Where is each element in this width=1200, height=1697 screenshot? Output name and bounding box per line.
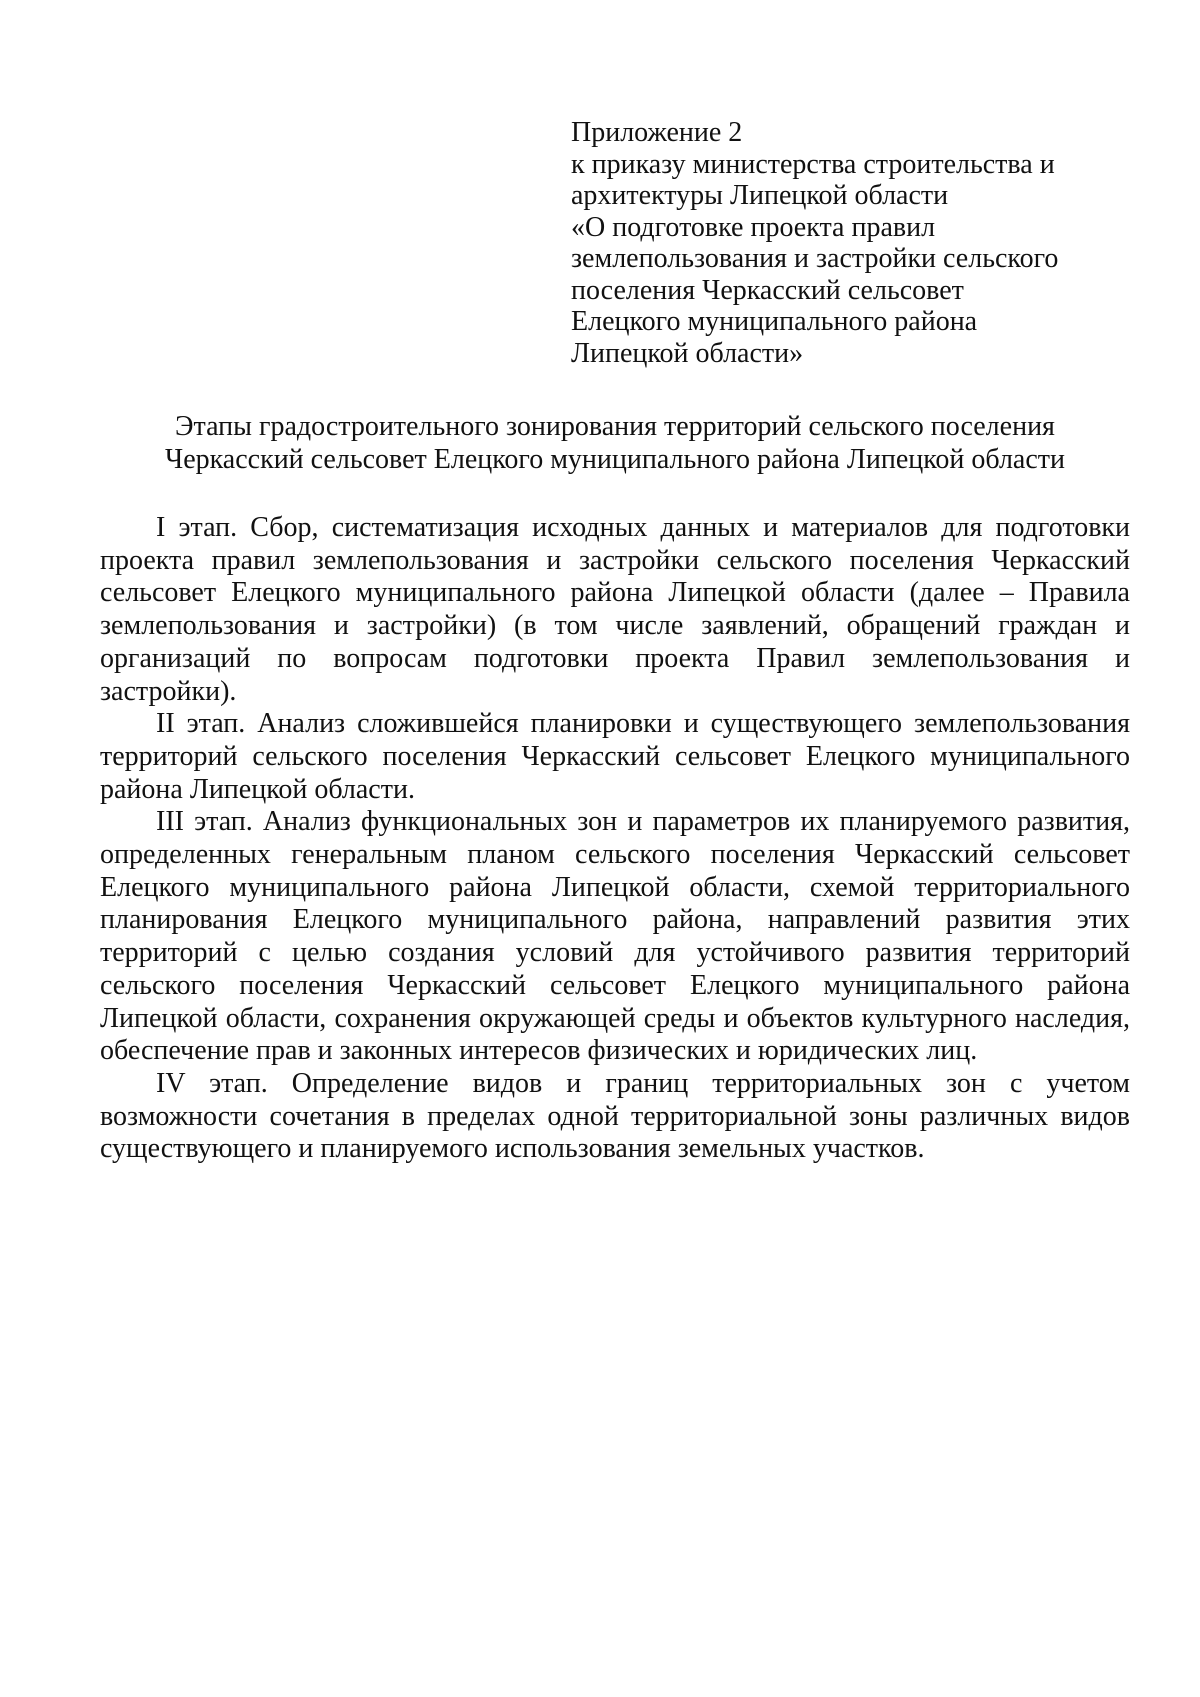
title-line: Этапы градостроительного зонирования территорий сельского поселения bbox=[175, 411, 1055, 442]
appendix-line: Приложение 2 bbox=[571, 117, 743, 148]
document-body bbox=[100, 512, 1130, 1166]
document-title bbox=[100, 410, 1130, 476]
stage-4-paragraph: IV этап. Определение видов и границ территориальных зон с учетом возможности сочетания в пределах одной территориальной зоны различных видов существующего и планируемого использования земельных участков. bbox=[100, 1067, 1130, 1165]
appendix-line: поселения Черкасский сельсовет bbox=[571, 274, 964, 306]
appendix-header bbox=[571, 117, 1131, 369]
appendix-line: Липецкой области» bbox=[571, 337, 804, 369]
stage-1-paragraph: I этап. Сбор, систематизация исходных данных и материалов для подготовки проекта правил землепользования и застройки сельского поселения Черкасский сельсовет Елецкого муниципального района Липецкой области (далее – Правила землепользования и застройки) (в том числе заявлений, обращений граждан и организаций по вопросам подготовки проекта Правил землепользования и застройки). bbox=[100, 512, 1130, 707]
stage-3-paragraph: III этап. Анализ функциональных зон и параметров их планируемого развития, определенных генеральным планом сельского поселения Черкасский сельсовет Елецкого муниципального района Липецкой области, схемой территориального планирования Елецкого муниципального района, направлений развития этих территорий с целью создания условий для устойчивого развития территорий сельского поселения Черкасский сельсовет Елецкого муниципального района Липецкой области, сохранения окружающей среды и объектов культурного наследия, обеспечение прав и законных интересов физических и юридических лиц. bbox=[100, 806, 1130, 1067]
appendix-line: «О подготовке проекта правил bbox=[571, 211, 936, 243]
appendix-line: землепользования и застройки сельского bbox=[571, 243, 1059, 274]
appendix-line: Елецкого муниципального района bbox=[571, 306, 978, 337]
appendix-line: к приказу министерства строительства и bbox=[571, 148, 1055, 180]
title-line: Черкасский сельсовет Елецкого муниципального района Липецкой области bbox=[165, 444, 1065, 475]
stage-2-paragraph: II этап. Анализ сложившейся планировки и существующего землепользования территорий сельского поселения Черкасский сельсовет Елецкого муниципального района Липецкой области. bbox=[100, 708, 1130, 805]
appendix-line: архитектуры Липецкой области bbox=[571, 180, 949, 211]
